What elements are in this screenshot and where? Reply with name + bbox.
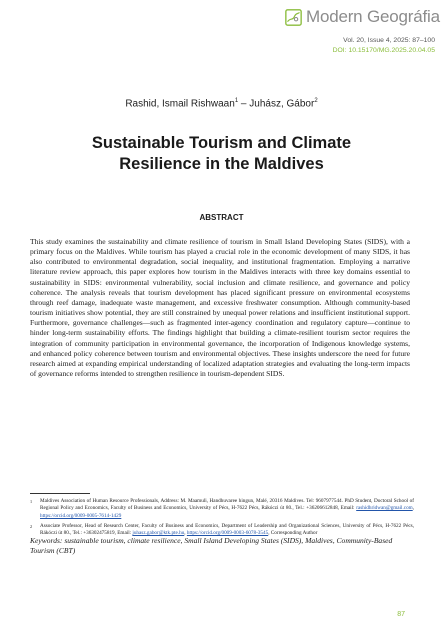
title-line-1: Sustainable Tourism and Climate	[91, 134, 352, 152]
author-separator: –	[238, 98, 250, 110]
corresponding-author-note: , Corresponding Author	[268, 530, 318, 537]
page-header	[0, 0, 443, 54]
footnote-divider	[30, 493, 90, 494]
keywords-label: Keywords:	[30, 536, 63, 545]
author-1-footnote-mark: 1	[234, 98, 239, 104]
abstract-body: This study examines the sustainability and climate resilience of tourism in Small Island Developing States (SIDS), with a primary focus on the Maldives. While tourism has played a crucial role in the economic development of many SIDS, it has also contributed to environmental degradation, social inequality, and institutional fragmentation. Employing a narrative literature review approach, this paper explores how tourism in the Maldives interacts with three key domains essential to sustainability in SIDS: environmental vulnerability, social inclusion and climate resilience, and governance and policy coherence. The analysis reveals that tourism development has placed significant pressure on environmental ecosystems through reef damage, inadequate waste management, and excessive freshwater consumption. Although community-based tourism initiatives show potential, they are still constrained by unequal power relations and insufficient institutional support. Furthermore, governance challenges—such as fragmented inter-agency coordination and regulatory capture—continue to hinder long-term sustainability efforts. The findings highlight that building a climate-resilient tourism sector requires the integration of community participation in environmental governance, the incorporation of Indigenous knowledge systems, and enhanced policy coherence between tourism and environmental objectives. These insights underscore the need for future research aimed at expanding empirical understanding of localized adaptation strategies and evaluating the long-term impacts of governance reforms intended to strengthen resilience in tourism-dependent SIDS.	[30, 237, 410, 379]
orcid-link[interactable]: https://orcid.org/0009-0005-7614-1429	[40, 512, 122, 519]
journal-logo-icon	[285, 9, 302, 26]
footnote-text	[40, 523, 414, 538]
footnote-separator: ,	[184, 530, 187, 537]
article-meta	[333, 36, 435, 56]
email-link[interactable]: rashidhridwan@gmail.com	[356, 505, 413, 512]
footnotes	[30, 498, 414, 540]
author-2-footnote-mark: 2	[314, 98, 318, 104]
footnote-affiliation: Maldives Association of Human Resource Professionals, Address: M. Maamuli, Handhuvaree hingun, Malé, 20316 Maldives. Tel: 9607977544. PhD Student, Doctoral School of Regional Policy and Economics, Faculty of Business and Economics, University of Pécs, H-7622 Pécs, Rákóczi út 80., Tel.: +36206612848, Email:	[40, 498, 414, 512]
footnote-affiliation: Associate Professor, Head of Research Center, Faculty of Business and Economics, Department of Leadership and Organizational Sciences, University of Pécs, H-7622 Pécs, Rákóczi út 80., Tel.: +36302475819, Email:	[40, 522, 414, 537]
footnote-separator: ,	[412, 505, 414, 512]
footnote-1	[30, 498, 414, 520]
author-2: Juhász, Gábor	[249, 98, 315, 110]
email-link[interactable]: juhasz.gabor@ktk.pte.hu	[132, 530, 185, 537]
footnote-number: 1	[30, 499, 33, 504]
article-title	[40, 133, 403, 175]
keywords-text: sustainable tourism, climate resilience, Small Island Developing States (SIDS), Maldives, Community-Based Tourism (CBT)	[30, 536, 393, 556]
footnote-2	[30, 523, 414, 538]
issue-line: Vol. 20, Issue 4, 2025: 87–100	[343, 37, 435, 44]
journal-name: Modern Geográfia	[306, 7, 440, 26]
page-number: 87	[397, 611, 405, 618]
title-line-2: Resilience in the Maldives	[119, 155, 324, 173]
author-1: Rashid, Ismail Rishwaan	[125, 98, 235, 110]
footnote-text	[40, 498, 414, 520]
orcid-link[interactable]: https://orcid.org/0009-0003-6078-3545	[186, 530, 269, 537]
abstract-heading: ABSTRACT	[199, 213, 244, 222]
footnote-number: 2	[30, 523, 33, 529]
author-line	[0, 98, 443, 109]
journal-logo	[285, 7, 440, 27]
doi-line: DOI: 10.15170/MG.2025.20.04.05	[332, 47, 435, 54]
